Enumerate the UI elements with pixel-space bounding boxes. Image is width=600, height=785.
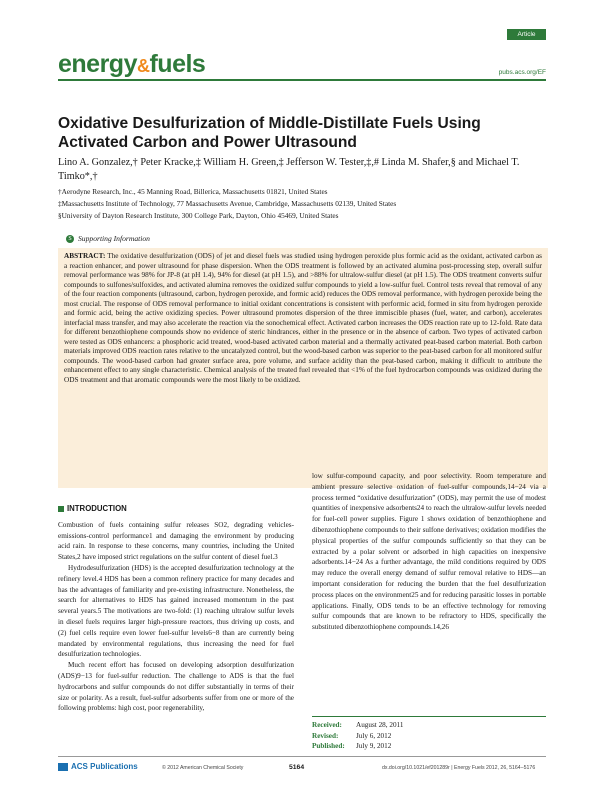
revised-label: Revised:	[312, 731, 339, 740]
affiliations	[58, 186, 538, 222]
left-column	[58, 504, 294, 714]
paragraph: Hydrodesulfurization (HDS) is the accepted desulfurization technology at the refinery level.4 HDS has been a common refinery practice for many decades and has the advantages of familiarity and pre-existing infrastructure. Nonetheless, the search for alternatives to HDS has gained increased momentum in the past several years.5 The motivations are two-fold: (1) reaching ultralow sulfur levels in diesel fuels requires larger high-pressure reactors, thus driving up costs, and (2) fuel cells require even lower fuel-sulfur levels6−8 than are currently being mandated by environmental regulations, thus increasing the need for fuel desulfurization technologies.	[58, 563, 294, 659]
paragraph: low sulfur-compound capacity, and poor selectivity. Room temperature and ambient pressure selective oxidation of fuel-sulfur compounds,14−24 via a process termed “oxidative desulfurization” (ODS), may permit the use of modest quantities of inexpensive adsorbents24 to reach the ultralow-sulfur levels needed for fuel-cell power supplies. Figure 1 shows oxidation of benzothiophene and dibenzothiophene compounds to their sulfone derivatives; oxidation modifies the physical properties of the sulfur compounds sufficiently so that they can be extracted by a polar solvent or adsorbed in high capacities on inexpensive adsorbents.14−24 As a further advantage, the mild conditions required by ODS may reduce the overall energy demand of sulfur removal relative to HDS—an important consideration for reducing the burden that the fuel desulfurization process places on the environment25 and for reducing parasitic losses in portable applications. Finally, ODS tends to be an effective technology for removing sulfur compounds that are known to be refractory to HDS, specifically the substituted dibenzothiophene compounds.14,26	[312, 472, 546, 632]
journal-url[interactable]: pubs.acs.org/EF	[498, 69, 546, 76]
affiliation: †Aerodyne Research, Inc., 45 Manning Road, Billerica, Massachusetts 01821, United States	[58, 187, 328, 196]
received-date: August 28, 2011	[356, 721, 404, 729]
page-number: 5164	[289, 764, 305, 771]
article-tag: Article	[507, 29, 546, 40]
footer-divider	[58, 756, 546, 757]
acs-icon	[58, 763, 68, 771]
published-date: July 9, 2012	[356, 742, 392, 750]
right-column	[312, 471, 546, 633]
supporting-info-icon: S	[66, 235, 74, 243]
received-label: Received:	[312, 721, 342, 729]
section-marker-icon	[58, 506, 64, 512]
header-divider	[58, 79, 546, 81]
doi-citation[interactable]: dx.doi.org/10.1021/ef201289r | Energy Fuels 2012, 26, 5164−5176	[382, 765, 536, 771]
affiliation: ‡Massachusetts Institute of Technology, 77 Massachusetts Avenue, Cambridge, Massachusetts 02139, United States	[58, 199, 397, 208]
abstract-text: The oxidative desulfurization (ODS) of jet and diesel fuels was studied using hydrogen peroxide plus formic acid as the oxidant, activated carbon as a reaction enhancer, and power ultrasound for phase dispersion. When the ODS treatment is followed by an activated alumina post-processing step, overall sulfur removal performance was 98% for JP-8 (at pH 1.4), 94% for diesel (at pH 1.5), and >88% for ultralow-sulfur diesel (at pH 1.5). The ODS treatment converts sulfur compounds to sulfones/sulfoxides, and activated alumina removes the oxidized sulfur compounds to yield a low-sulfur fuel. Control tests reveal that removal of any of the four reaction components (ultrasound, carbon, hydrogen peroxide, and formic acid) reduces the ODS removal performance, with hydrogen peroxide being the most crucial. The response of ODS removal performance to initial oxidant concentrations is consistent with performic acid, formed in situ from hydrogen peroxide and formic acid, being the active oxidizing species. Power ultrasound promotes dispersion of the three immiscible phases (fuel, water, and carbon), accelerates interfacial mass transfer, and may also accelerate the reaction via the sonochemical effect. Activated carbon increases the ODS reaction rate up to 12-fold. Rate data for different benzothiophene compounds show no evidence of steric hindrances, either in the presence or in the absence of carbon. Two types of activated carbon were tested as ODS enhancers: a phosphoric acid treated, wood-based activated carbon material and a thermally activated peat-based carbon material. Both carbon materials improved ODS reaction rates relative to the uncatalyzed control, but the wood-based carbon was superior to the peat-based carbon for all monitored sulfur compounds. The wood-based carbon had greater surface area, pore volume, and surface acidity than the peat-based carbon, making it difficult to attribute the enhancement effect to any single characteristic. Chemical analysis of the treated fuel revealed that <1% of the fuel hydrocarbon compounds was oxidized during the ODS treatment and that aromatic compounds were the most likely to be oxidized.	[64, 252, 542, 384]
abstract	[58, 248, 548, 488]
publisher-logo: ACS Publications	[58, 762, 138, 771]
dates-divider	[312, 716, 546, 717]
publication-dates	[312, 720, 403, 752]
abstract-label: ABSTRACT:	[64, 252, 106, 260]
author-list: Lino A. Gonzalez,† Peter Kracke,‡ William H. Green,‡ Jefferson W. Tester,‡,# Linda M. Shafer,§ and Michael T. Timko*,†	[58, 157, 520, 182]
affiliation: §University of Dayton Research Institute, 300 College Park, Dayton, Ohio 45469, United States	[58, 211, 339, 220]
paper-title: Oxidative Desulfurization of Middle-Distillate Fuels Using Activated Carbon and Power Ultrasound	[58, 115, 481, 151]
paragraph: Much recent effort has focused on developing adsorption desulfurization (ADS)9−13 for fuel-sulfur reduction. The challenge to ADS is that the fuel hydrocarbons and sulfur compounds do not differ substantially in terms of their size or polarity. As a result, fuel-sulfur adsorbents suffer from one or more of the following problems: high cost, poor regenerability,	[58, 661, 294, 713]
published-label: Published:	[312, 742, 345, 750]
paragraph: Combustion of fuels containing sulfur releases SO2, degrading vehicles-emissions-control performance1 and damaging the environment by producing acid rain. In response to these concerns, many countries, including the United States,2 have imposed strict regulations on the sulfur content of diesel fuel.3	[58, 520, 294, 562]
journal-logo: energy&fuels	[58, 50, 206, 78]
copyright: © 2012 American Chemical Society	[162, 765, 244, 771]
section-heading: INTRODUCTION	[58, 504, 294, 515]
revised-date: July 6, 2012	[356, 731, 392, 740]
supporting-info-link[interactable]: S Supporting Information	[66, 234, 150, 243]
